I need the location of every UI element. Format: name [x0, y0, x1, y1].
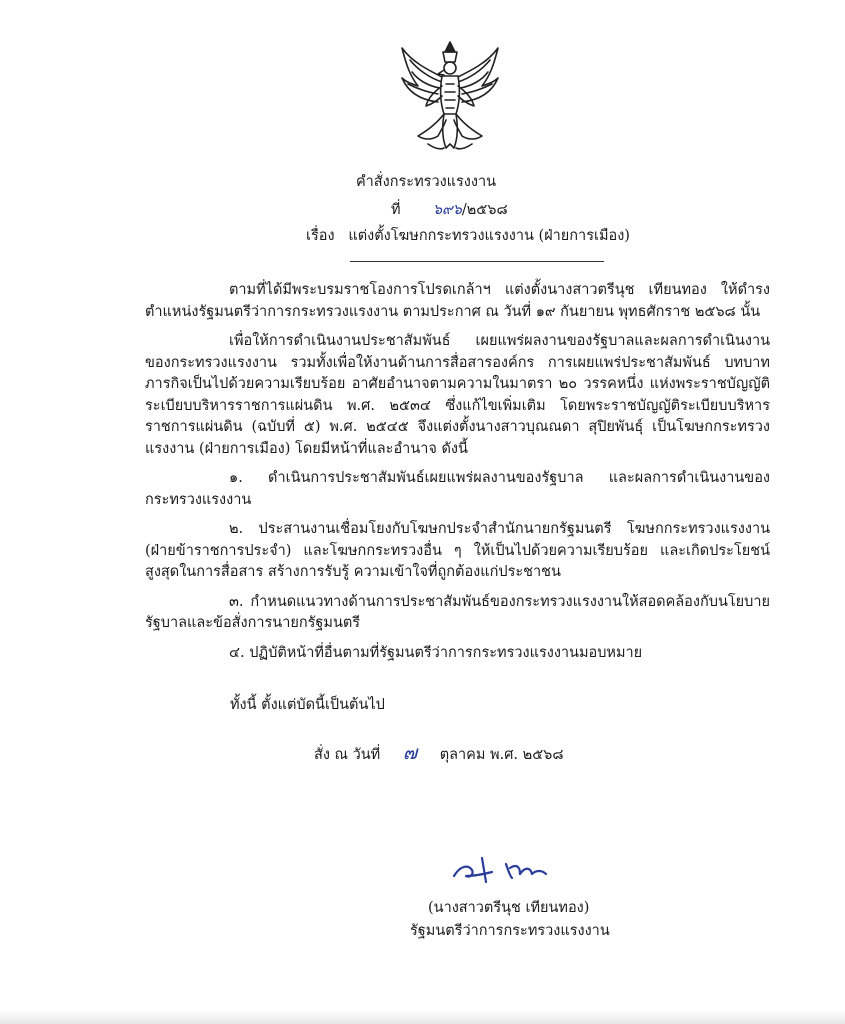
duty-item-3: ๓. กำหนดแนวทางด้านการประชาสัมพันธ์ของกระทรวงแรงงานให้สอดคล้องกับนโยบายรัฐบาลและข้อสั่งการนายกรัฐมนตรี: [145, 593, 770, 631]
page-edge-shadow: [0, 1010, 845, 1024]
order-number-handwritten: ๖๙๖: [432, 202, 462, 218]
paragraph-appointment: เพื่อให้การดำเนินงานประชาสัมพันธ์ เผยแพร่ผลงานของรัฐบาลและผลการดำเนินงานของกระทรวงแรงงาน รวมทั้งเพื่อให้งานด้านการสื่อสารองค์กร การเผยแพร่ประชาสัมพันธ์ บทบาท ภารกิจเป็นไปด้วยความเรียบร้อย อาศัยอำนาจตามความในมาตรา ๒๐ วรรคหนึ่ง แห่งพระราชบัญญัติระเบียบบริหารราชการแผ่นดิน พ.ศ. ๒๕๓๔ ซึ่งแก้ไขเพิ่มเติม โดยพระราชบัญญัติระเบียบบริหารราชการแผ่นดิน (ฉบับที่ ๕) พ.ศ. ๒๕๔๕ จึงแต่งตั้งนางสาวบุณณดา สุปิยพันธุ์ เป็นโฆษกกระทรวงแรงงาน (ฝ่ายการเมือง) โดยมีหน้าที่และอำนาจ ดังนี้: [145, 333, 770, 457]
effective-statement: ทั้งนี้ ตั้งแต่บัดนี้เป็นต้นไป: [230, 697, 385, 713]
duty-item-4: ๔. ปฏิบัติหน้าที่อื่นตามที่รัฐมนตรีว่าการกระทรวงแรงงานมอบหมาย: [229, 644, 643, 661]
garuda-emblem-icon: [398, 40, 502, 152]
handwritten-signature-icon: [450, 846, 570, 886]
signer-position: รัฐมนตรีว่าการกระทรวงแรงงาน: [410, 923, 610, 939]
document-title: คำสั่งกระทรวงแรงงาน: [355, 174, 497, 190]
paragraph-preamble: ตามที่ได้มีพระบรมราชโองการโปรดเกล้าฯ แต่งตั้งนางสาวตรีนุช เทียนทอง ให้ดำรงตำแหน่งรัฐมนตรีว่าการกระทรวงแรงงาน ตามประกาศ ณ วันที่ ๑๙ กันยายน พุทธศักราช ๒๕๖๘ นั้น: [145, 282, 770, 320]
order-subject: [306, 224, 630, 247]
order-number-prefix: ที่: [391, 202, 401, 218]
date-day-handwritten: ๗: [402, 742, 418, 764]
order-body: [145, 280, 770, 664]
date-prefix: สั่ง ณ วันที่: [314, 747, 381, 763]
header-divider: [350, 261, 604, 262]
subject-text: แต่งตั้งโฆษกกระทรวงแรงงาน (ฝ่ายการเมือง): [348, 228, 630, 244]
signer-name: (นางสาวตรีนุช เทียนทอง): [428, 900, 590, 916]
order-date: [314, 738, 564, 768]
date-month-year: ตุลาคม พ.ศ. ๒๕๖๘: [439, 747, 564, 763]
order-number: [391, 198, 508, 221]
order-number-suffix: /๒๕๖๘: [461, 202, 508, 218]
duty-item-2: ๒. ประสานงานเชื่อมโยงกับโฆษกประจำสำนักนายกรัฐมนตรี โฆษกกระทรวงแรงงาน (ฝ่ายข้าราชการประจำ) และโฆษกกระทรวงอื่น ๆ ให้เป็นไปด้วยความเรียบร้อย และเกิดประโยชน์สูงสุดในการสื่อสาร สร้างการรับรู้ ความเข้าใจที่ถูกต้องแก่ประชาชน: [145, 521, 770, 580]
subject-label: เรื่อง: [306, 228, 335, 244]
duty-item-1: ๑. ดำเนินการประชาสัมพันธ์เผยแพร่ผลงานของรัฐบาล และผลการดำเนินงานของกระทรวงแรงงาน: [145, 470, 770, 508]
